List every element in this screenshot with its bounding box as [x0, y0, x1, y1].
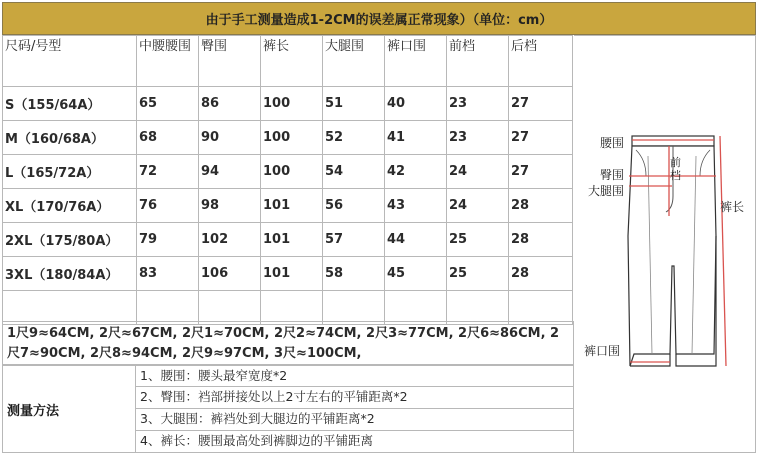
- blank-cell: [137, 291, 199, 325]
- cell-back-rise: 27: [509, 87, 573, 121]
- table-row: [3, 189, 573, 223]
- diagram-label-thigh: 大腿围: [588, 184, 625, 198]
- table-blank-row: [3, 291, 573, 325]
- cell-waist: 83: [137, 257, 199, 291]
- header-size: 尺码/号型: [3, 36, 137, 87]
- header-waist: 中腰腰围: [137, 36, 199, 87]
- blank-cell: [385, 291, 447, 325]
- header-back-rise: 后档: [509, 36, 573, 87]
- blank-cell: [323, 291, 385, 325]
- header-front-rise: 前档: [447, 36, 509, 87]
- cell-hem: 43: [385, 189, 447, 223]
- cell-hem: 45: [385, 257, 447, 291]
- cell-back-rise: 28: [509, 223, 573, 257]
- blank-cell: [509, 291, 573, 325]
- length-measure-line: [720, 136, 726, 366]
- cell-back-rise: 28: [509, 189, 573, 223]
- waist-conversion-note: 1尺9≈64CM, 2尺≈67CM, 2尺1≈70CM, 2尺2≈74CM, 2尺3≈77CM, 2尺6≈86CM, 2尺7≈90CM, 2尺8≈94CM, 2尺9≈97CM, 3尺≈100CM,: [2, 321, 574, 365]
- header-length: 裤长: [261, 36, 323, 87]
- cell-size: 3XL（180/84A）: [3, 257, 137, 291]
- cell-back-rise: 27: [509, 155, 573, 189]
- cell-waist: 76: [137, 189, 199, 223]
- cell-hem: 44: [385, 223, 447, 257]
- cell-hem: 40: [385, 87, 447, 121]
- cell-front-rise: 25: [447, 223, 509, 257]
- method-item-hip: 2、臀围：裆部拼接处以上2寸左右的平铺距离*2: [136, 387, 574, 409]
- chart-title: 由于手工测量造成1-2CM的误差属正常现象）（单位：cm）: [2, 2, 756, 35]
- cell-size: M（160/68A）: [3, 121, 137, 155]
- cell-waist: 72: [137, 155, 199, 189]
- cell-front-rise: 23: [447, 121, 509, 155]
- diagram-label-hip: 臀围: [600, 168, 625, 182]
- cell-hem: 41: [385, 121, 447, 155]
- cell-hip: 98: [199, 189, 261, 223]
- method-item-waist: 1、腰围：腰头最窄宽度*2: [136, 365, 574, 387]
- cell-thigh: 56: [323, 189, 385, 223]
- cell-length: 101: [261, 223, 323, 257]
- cell-waist: 65: [137, 87, 199, 121]
- table-row: [3, 121, 573, 155]
- method-item-thigh: 3、大腿围：裤裆处到大腿边的平铺距离*2: [136, 409, 574, 431]
- method-list: [136, 365, 574, 453]
- cell-hip: 94: [199, 155, 261, 189]
- cell-hip: 86: [199, 87, 261, 121]
- cell-front-rise: 24: [447, 155, 509, 189]
- cell-hip: 90: [199, 121, 261, 155]
- cell-front-rise: 23: [447, 87, 509, 121]
- cell-size: 2XL（175/80A）: [3, 223, 137, 257]
- cell-length: 101: [261, 257, 323, 291]
- cell-size: XL（170/76A）: [3, 189, 137, 223]
- cell-waist: 79: [137, 223, 199, 257]
- cell-thigh: 54: [323, 155, 385, 189]
- cell-front-rise: 24: [447, 189, 509, 223]
- blank-cell: [261, 291, 323, 325]
- cell-length: 101: [261, 189, 323, 223]
- method-label: 测量方法: [2, 365, 136, 453]
- diagram-label-waist: 腰围: [600, 136, 625, 150]
- cell-size: S（155/64A）: [3, 87, 137, 121]
- blank-cell: [199, 291, 261, 325]
- cell-thigh: 52: [323, 121, 385, 155]
- cell-back-rise: 27: [509, 121, 573, 155]
- table-row: [3, 257, 573, 291]
- cell-hip: 106: [199, 257, 261, 291]
- pants-waistband: [632, 136, 714, 146]
- cell-thigh: 57: [323, 223, 385, 257]
- pants-diagram-panel: [574, 35, 756, 453]
- cell-hip: 102: [199, 223, 261, 257]
- table-row: [3, 155, 573, 189]
- cell-back-rise: 28: [509, 257, 573, 291]
- cell-length: 100: [261, 155, 323, 189]
- table-header-row: [3, 36, 573, 87]
- header-thigh: 大腿围: [323, 36, 385, 87]
- size-chart: [2, 2, 758, 454]
- table-row: [3, 223, 573, 257]
- size-table: [2, 35, 573, 325]
- cell-length: 100: [261, 121, 323, 155]
- cell-thigh: 58: [323, 257, 385, 291]
- method-item-length: 4、裤长：腰围最高处到裤脚边的平铺距离: [136, 431, 574, 453]
- diagram-label-hem: 裤口围: [584, 344, 621, 358]
- header-hip: 臀围: [199, 36, 261, 87]
- blank-cell: [447, 291, 509, 325]
- pants-left-leg: [630, 354, 670, 366]
- cell-front-rise: 25: [447, 257, 509, 291]
- cell-waist: 68: [137, 121, 199, 155]
- blank-cell: [3, 291, 137, 325]
- diagram-label-front-rise: 前档: [670, 156, 681, 182]
- cell-thigh: 51: [323, 87, 385, 121]
- pants-diagram: [574, 36, 754, 452]
- table-row: [3, 87, 573, 121]
- diagram-label-length: 裤长: [720, 200, 745, 214]
- cell-size: L（165/72A）: [3, 155, 137, 189]
- cell-length: 100: [261, 87, 323, 121]
- cell-hem: 42: [385, 155, 447, 189]
- header-hem: 裤口围: [385, 36, 447, 87]
